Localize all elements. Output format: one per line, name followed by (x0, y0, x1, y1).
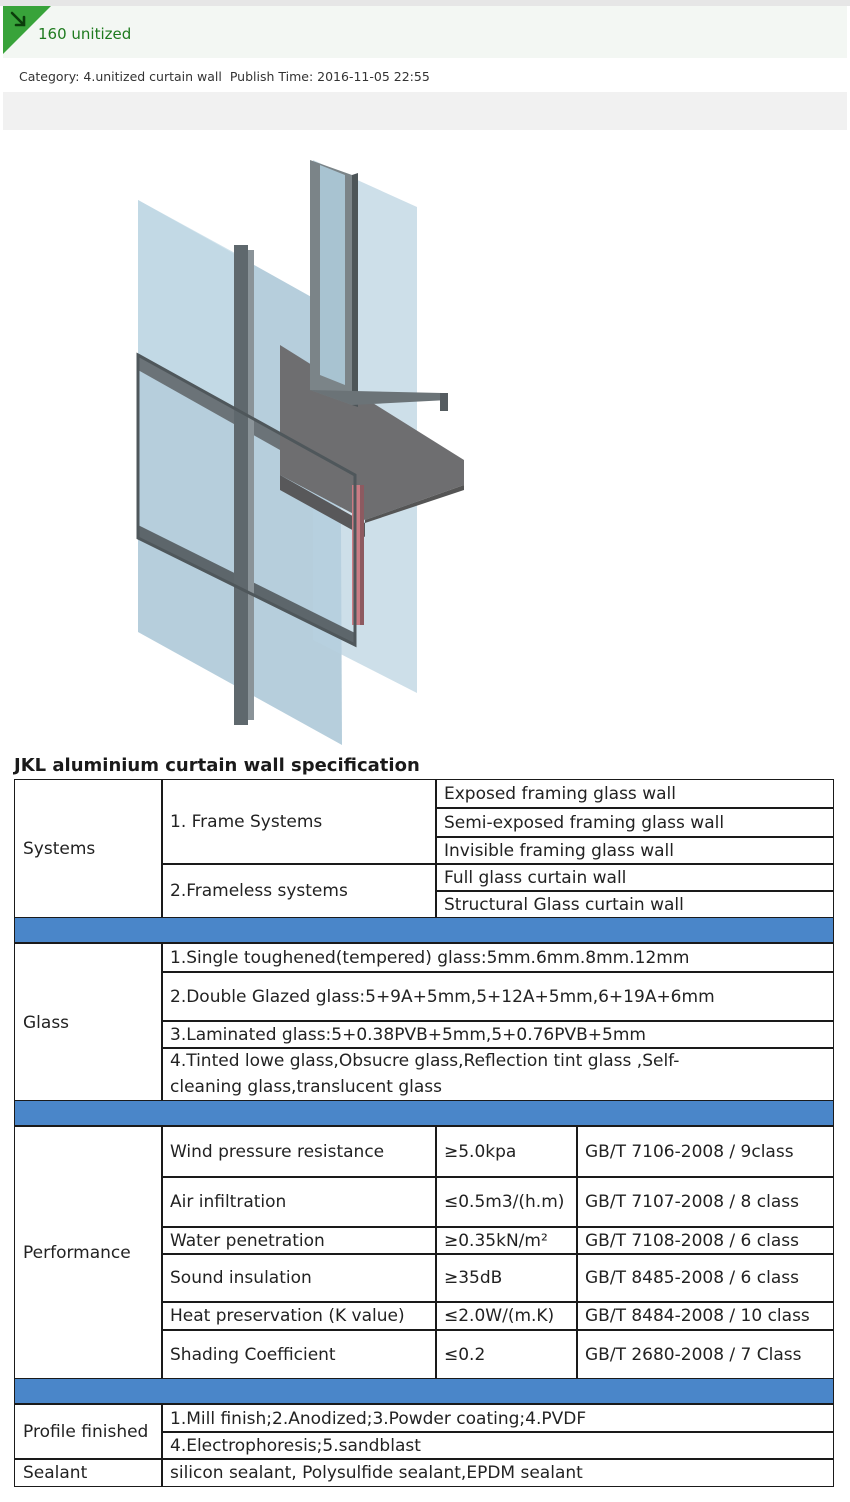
frame-item: Semi-exposed framing glass wall (435, 807, 834, 838)
performance-standard: GB/T 8484-2008 / 10 class (576, 1301, 834, 1331)
article-title[interactable]: 160 unitized (38, 25, 132, 43)
profile-item: 4.Electrophoresis;5.sandblast (161, 1431, 834, 1460)
performance-name: Heat preservation (K value) (161, 1301, 437, 1331)
performance-value: ≤0.5m3/(h.m) (435, 1176, 578, 1228)
performance-value: ≥5.0kpa (435, 1126, 578, 1178)
publish-label: Publish Time: (229, 69, 314, 84)
performance-standard: GB/T 2680-2008 / 7 Class (576, 1329, 834, 1380)
performance-value: ≤2.0W/(m.K) (435, 1301, 578, 1331)
frame-systems-label: 1. Frame Systems (161, 779, 437, 865)
glass-item: 3.Laminated glass:5+0.38PVB+5mm,5+0.76PVB+5mm (161, 1020, 834, 1049)
sealant-value: silicon sealant, Polysulfide sealant,EPDM sealant (161, 1458, 834, 1487)
glass-item: 1.Single toughened(tempered) glass:5mm.6mm.8mm.12mm (161, 943, 834, 973)
performance-value: ≤0.2 (435, 1329, 578, 1380)
sealant-label: Sealant (14, 1458, 163, 1487)
glass-item: 4.Tinted lowe glass,Obsucre glass,Reflection tint glass ,Self-cleaning glass,translucent glass (161, 1047, 834, 1102)
publish-time: 2016-11-05 22:55 (317, 69, 430, 84)
section-separator (14, 1378, 834, 1404)
performance-label: Performance (14, 1126, 163, 1380)
performance-name: Sound insulation (161, 1253, 437, 1303)
spec-title: JKL aluminium curtain wall specification (14, 755, 420, 776)
profile-item: 1.Mill finish;2.Anodized;3.Powder coating;4.PVDF (161, 1404, 834, 1433)
glass-item: 2.Double Glazed glass:5+9A+5mm,5+12A+5mm,6+19A+6mm (161, 971, 834, 1022)
performance-value: ≥35dB (435, 1253, 578, 1303)
performance-standard: GB/T 7108-2008 / 6 class (576, 1226, 834, 1255)
frameless-systems-label: 2.Frameless systems (161, 863, 437, 919)
profile-label: Profile finished (14, 1404, 163, 1460)
performance-standard: GB/T 7106-2008 / 9class (576, 1126, 834, 1178)
performance-name: Wind pressure resistance (161, 1126, 437, 1178)
category-label: Category: (19, 69, 80, 84)
frame-item: Invisible framing glass wall (435, 836, 834, 865)
performance-value: ≥0.35kN/m² (435, 1226, 578, 1255)
performance-standard: GB/T 8485-2008 / 6 class (576, 1253, 834, 1303)
systems-label: Systems (14, 779, 163, 919)
frameless-item: Structural Glass curtain wall (435, 890, 834, 919)
performance-name: Water penetration (161, 1226, 437, 1255)
glass-label: Glass (14, 943, 163, 1102)
performance-name: Shading Coefficient (161, 1329, 437, 1380)
section-separator (14, 917, 834, 943)
frame-item: Exposed framing glass wall (435, 779, 834, 809)
category-link[interactable]: 4.unitized curtain wall (83, 69, 222, 84)
performance-standard: GB/T 7107-2008 / 8 class (576, 1176, 834, 1228)
frameless-item: Full glass curtain wall (435, 863, 834, 892)
section-separator (14, 1100, 834, 1126)
performance-name: Air infiltration (161, 1176, 437, 1228)
